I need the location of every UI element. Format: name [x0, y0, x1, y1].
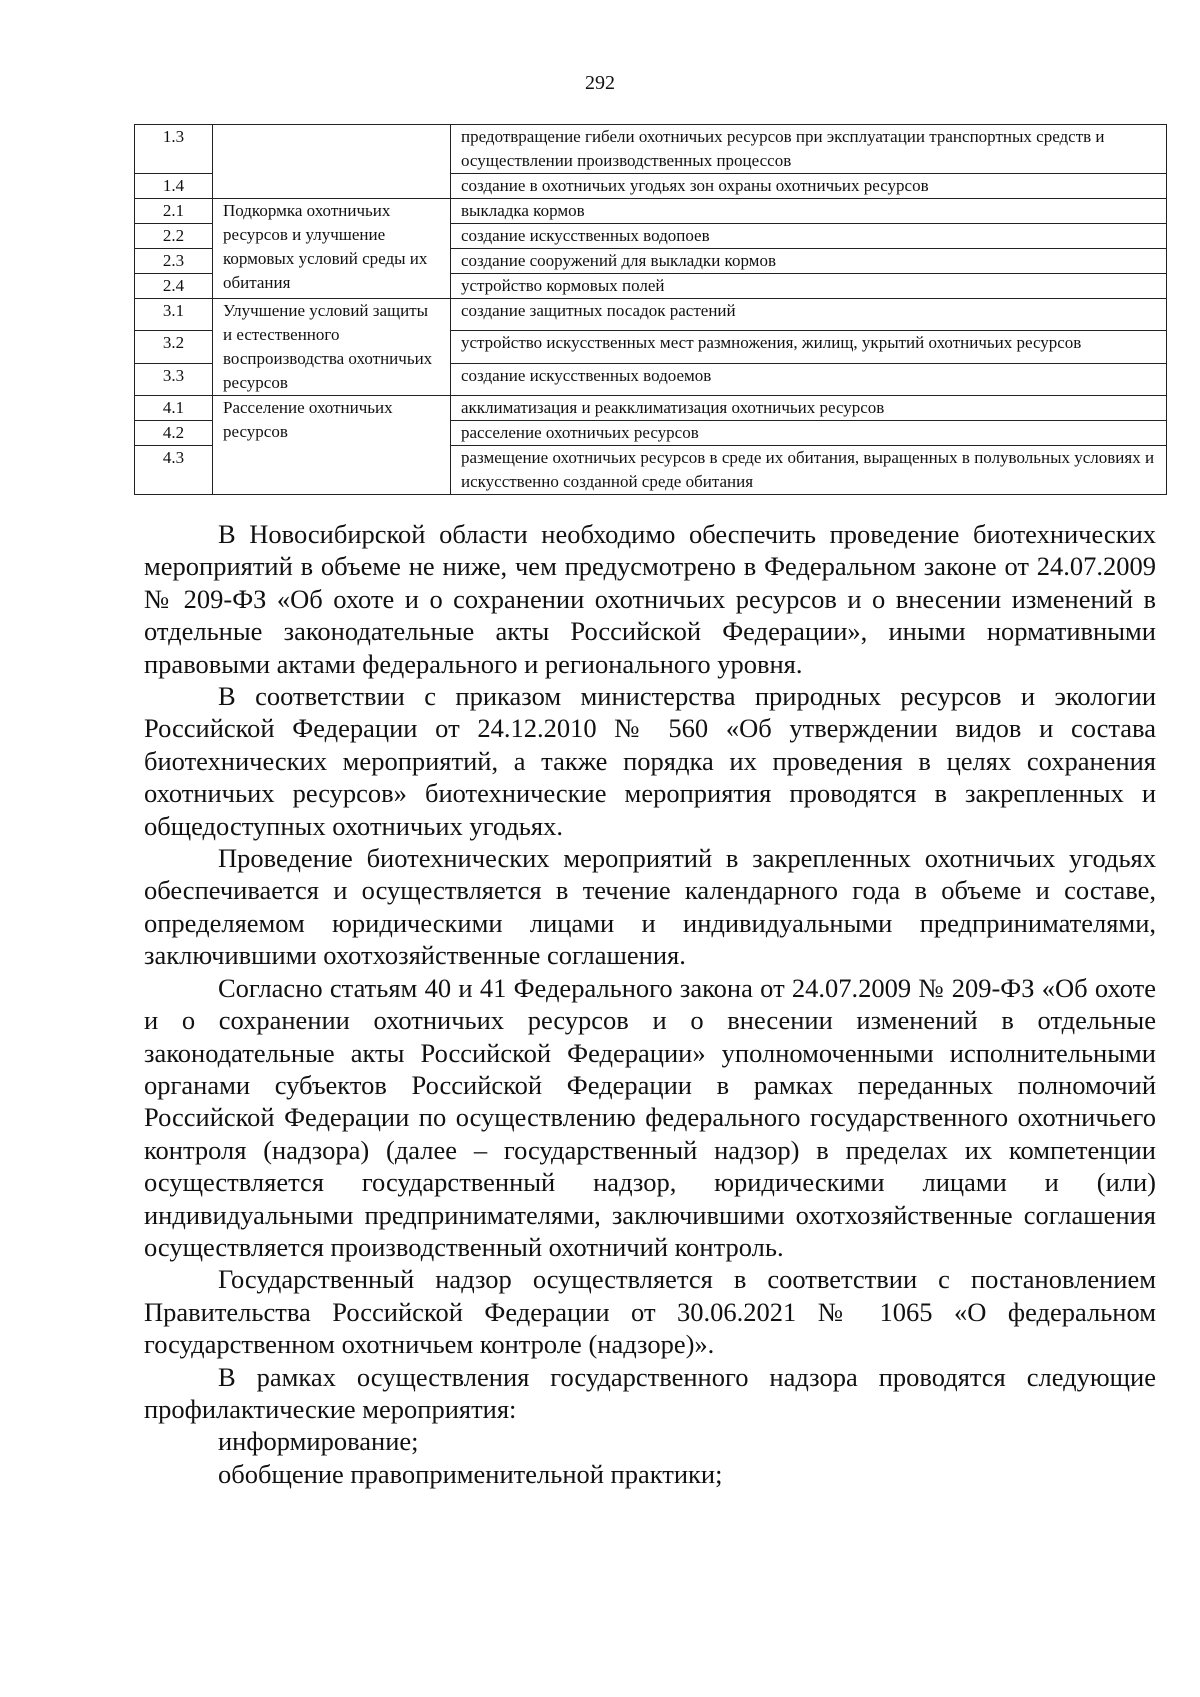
list-item: информирование;: [218, 1426, 419, 1457]
activity-cell: создание защитных посадок растений: [451, 299, 1167, 331]
biotechnical-measures-table: [134, 124, 1167, 495]
group-feeding: Подкормка охотничьих ресурсов и улучшение кормовых условий среды их обитания: [213, 199, 451, 299]
activity-cell: расселение охотничьих ресурсов: [451, 421, 1167, 446]
row-number: 2.4: [135, 274, 213, 299]
row-number: 2.1: [135, 199, 213, 224]
row-number: 4.2: [135, 421, 213, 446]
table-row: [135, 125, 1167, 174]
paragraph: В соответствии с приказом министерства природных ресурсов и экологии Российской Федерации от 24.12.2010 № 560 «Об утверждении видов и состава биотехнических мероприятий, а также порядка их проведения в целях сохранения охотничьих ресурсов» биотехнические мероприятия проводятся в закрепленных и общедоступных охотничьих угодьях.: [144, 681, 1156, 841]
paragraph: Проведение биотехнических мероприятий в закрепленных охотничьих угодьях обеспечивается и осуществляется в течение календарного года в объеме и составе, определяемом юридическими лицами и индивидуальными предпринимателями, заключившими охотхозяйственные соглашения.: [144, 843, 1156, 971]
activity-cell: устройство кормовых полей: [451, 274, 1167, 299]
activity-cell: предотвращение гибели охотничьих ресурсов при эксплуатации транспортных средств и осуществлении производственных процессов: [451, 125, 1167, 174]
activity-cell: создание искусственных водоемов: [451, 363, 1167, 395]
row-number: 1.3: [135, 125, 213, 174]
list-item: обобщение правоприменительной практики;: [218, 1458, 723, 1489]
paragraph: Согласно статьям 40 и 41 Федерального закона от 24.07.2009 № 209-ФЗ «Об охоте и о сохранении охотничьих ресурсов и о внесении изменений в отдельные законодательные акты Российской Федерации» уполномоченными исполнительными органами субъектов Российской Федерации в рамках переданных полномочий Российской Федерации по осуществлению федерального государственного охотничьего контроля (надзора) (далее – государственный надзор) в пределах их компетенции осуществляется государственный надзор, юридическими лицами и (или) индивидуальными предпринимателями, заключившими охотхозяйственные соглашения осуществляется производственный охотничий контроль.: [144, 972, 1156, 1262]
row-number: 2.3: [135, 249, 213, 274]
row-number: 2.2: [135, 224, 213, 249]
group-cell-empty: [213, 125, 451, 199]
body-text: [144, 518, 1156, 1490]
group-resettlement: Расселение охотничьих ресурсов: [213, 396, 451, 495]
page-number: 292: [585, 72, 615, 94]
activity-cell: устройство искусственных мест размножения, жилищ, укрытий охотничьих ресурсов: [451, 331, 1167, 363]
row-number: 4.3: [135, 446, 213, 495]
paragraph: Государственный надзор осуществляется в соответствии с постановлением Правительства Российской Федерации от 30.06.2021 № 1065 «О федеральном государственном охотничьем контроле (надзоре)».: [144, 1264, 1156, 1360]
activity-cell: создание в охотничьих угодьях зон охраны охотничьих ресурсов: [451, 174, 1167, 199]
activity-cell: создание искусственных водопоев: [451, 224, 1167, 249]
activity-cell: акклиматизация и реакклиматизация охотничьих ресурсов: [451, 396, 1167, 421]
row-number: 3.1: [135, 299, 213, 331]
table-row: [135, 396, 1167, 421]
row-number: 3.2: [135, 331, 213, 363]
group-protection: Улучшение условий защиты и естественного воспроизводства охотничьих ресурсов: [213, 299, 451, 396]
activity-cell: создание сооружений для выкладки кормов: [451, 249, 1167, 274]
paragraph: В рамках осуществления государственного надзора проводятся следующие профилактические мероприятия:: [144, 1361, 1156, 1424]
table-row: [135, 199, 1167, 224]
row-number: 3.3: [135, 363, 213, 395]
table-row: [135, 299, 1167, 331]
row-number: 4.1: [135, 396, 213, 421]
activity-cell: выкладка кормов: [451, 199, 1167, 224]
row-number: 1.4: [135, 174, 213, 199]
paragraph: В Новосибирской области необходимо обеспечить проведение биотехнических мероприятий в объеме не ниже, чем предусмотрено в Федеральном законе от 24.07.2009 № 209-ФЗ «Об охоте и о сохранении охотничьих ресурсов и о внесении изменений в отдельные законодательные акты Российской Федерации», иными нормативными правовыми актами федерального и регионального уровня.: [144, 519, 1156, 679]
activity-cell: размещение охотничьих ресурсов в среде их обитания, выращенных в полувольных условиях и искусственно созданной среде обитания: [451, 446, 1167, 495]
